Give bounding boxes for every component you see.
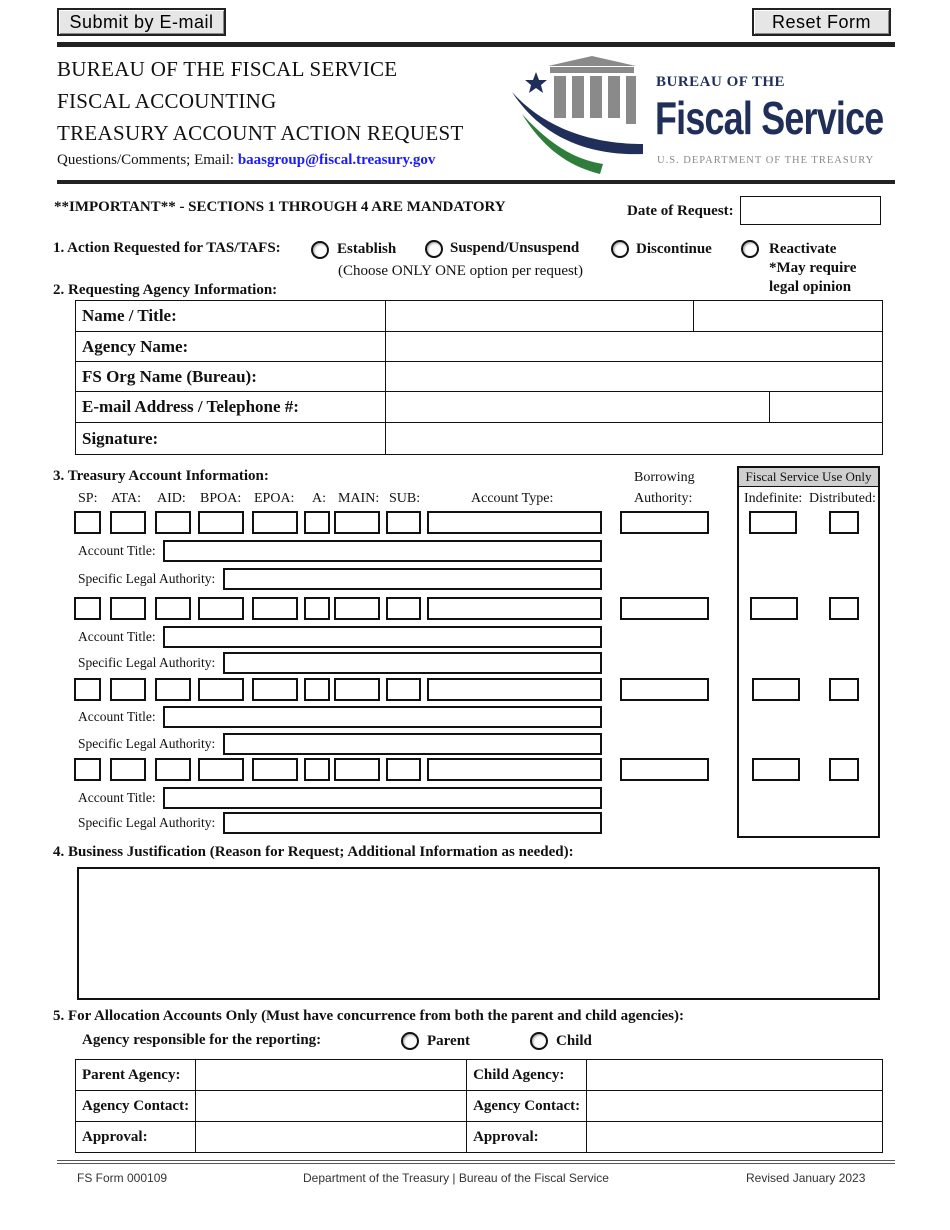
ata-input[interactable] bbox=[110, 597, 146, 620]
submit-by-email-button[interactable]: Submit by E-mail bbox=[57, 8, 226, 36]
child-contact-label: Agency Contact: bbox=[467, 1091, 587, 1122]
contact-label: Questions/Comments; Email: bbox=[57, 152, 235, 168]
fiscal-service-emblem bbox=[508, 52, 653, 174]
reset-form-button[interactable]: Reset Form bbox=[752, 8, 891, 36]
legal-authority-label: Specific Legal Authority: bbox=[78, 655, 216, 670]
child-radio[interactable] bbox=[530, 1032, 548, 1050]
header-top-rule bbox=[57, 42, 895, 47]
agency-info-table bbox=[75, 300, 883, 455]
form-number: FS Form 000109 bbox=[77, 1171, 168, 1185]
business-justification-textarea[interactable] bbox=[77, 867, 880, 1000]
borrowing-label-line1: Borrowing bbox=[634, 470, 695, 485]
sub-input[interactable] bbox=[386, 597, 421, 620]
name-input[interactable] bbox=[386, 301, 694, 332]
name-title-label: Name / Title: bbox=[76, 301, 386, 332]
main-input[interactable] bbox=[334, 678, 380, 701]
logo-top-text: BUREAU OF THE bbox=[656, 74, 786, 90]
reactivate-note-line2: legal opinion bbox=[769, 279, 852, 295]
important-notice: **IMPORTANT** - SECTIONS 1 THROUGH 4 ARE MANDATORY bbox=[54, 199, 506, 215]
distributed-label: Distributed: bbox=[809, 491, 876, 506]
reactivate-label: Reactivate bbox=[769, 241, 837, 257]
fs-org-name-input[interactable] bbox=[386, 362, 883, 392]
allocation-table bbox=[75, 1059, 883, 1153]
col-epoa: EPOA: bbox=[254, 491, 295, 506]
main-input[interactable] bbox=[334, 511, 380, 534]
col-a: A: bbox=[312, 491, 326, 506]
parent-radio[interactable] bbox=[401, 1032, 419, 1050]
parent-contact-label: Agency Contact: bbox=[76, 1091, 196, 1122]
reactivate-radio[interactable] bbox=[741, 240, 759, 258]
bpoa-input[interactable] bbox=[198, 758, 244, 781]
borrowing-authority-input[interactable] bbox=[620, 758, 709, 781]
parent-agency-label: Parent Agency: bbox=[76, 1060, 196, 1091]
bpoa-input[interactable] bbox=[198, 678, 244, 701]
logo-sub-text: U.S. DEPARTMENT OF THE TREASURY bbox=[657, 155, 875, 166]
logo-main-text: Fiscal Service bbox=[655, 92, 884, 144]
borrowing-authority-input[interactable] bbox=[620, 511, 709, 534]
distributed-input[interactable] bbox=[829, 678, 859, 701]
discontinue-radio[interactable] bbox=[611, 240, 629, 258]
signature-label: Signature: bbox=[76, 423, 386, 455]
aid-input[interactable] bbox=[155, 597, 191, 620]
table-row bbox=[76, 301, 883, 332]
a-input[interactable] bbox=[304, 758, 330, 781]
section4-label: 4. Business Justification (Reason for Request; Additional Information as needed): bbox=[53, 844, 574, 860]
legal-authority-input[interactable] bbox=[223, 812, 602, 834]
sp-input[interactable] bbox=[74, 597, 101, 620]
section5-label: 5. For Allocation Accounts Only (Must have concurrence from both the parent and child agencies): bbox=[53, 1008, 684, 1024]
page-title: TREASURY ACCOUNT ACTION REQUEST bbox=[57, 121, 464, 145]
sp-input[interactable] bbox=[74, 758, 101, 781]
indefinite-input[interactable] bbox=[750, 597, 798, 620]
account-type-input[interactable] bbox=[427, 758, 602, 781]
account-title-label: Account Title: bbox=[78, 543, 156, 558]
child-approval-label: Approval: bbox=[467, 1122, 587, 1153]
contact-email-link[interactable]: baasgroup@fiscal.treasury.gov bbox=[237, 152, 436, 168]
section1-label: 1. Action Requested for TAS/TAFS: bbox=[53, 240, 281, 256]
table-row bbox=[76, 1091, 883, 1122]
legal-authority-label: Specific Legal Authority: bbox=[78, 736, 216, 751]
indefinite-input[interactable] bbox=[752, 758, 800, 781]
account-title-input[interactable] bbox=[163, 787, 602, 809]
col-sub: SUB: bbox=[389, 491, 421, 506]
distributed-input[interactable] bbox=[829, 511, 859, 534]
table-row bbox=[76, 362, 883, 392]
ata-input[interactable] bbox=[110, 678, 146, 701]
borrowing-authority-input[interactable] bbox=[620, 678, 709, 701]
parent-contact-input[interactable] bbox=[196, 1091, 467, 1122]
ata-input[interactable] bbox=[110, 758, 146, 781]
sp-input[interactable] bbox=[74, 678, 101, 701]
parent-label: Parent bbox=[427, 1033, 471, 1049]
parent-agency-input[interactable] bbox=[196, 1060, 467, 1091]
signature-input[interactable] bbox=[386, 423, 883, 455]
table-row bbox=[76, 392, 883, 423]
account-title-input[interactable] bbox=[163, 706, 602, 728]
col-ata: ATA: bbox=[111, 491, 141, 506]
aid-input[interactable] bbox=[155, 511, 191, 534]
col-sp: SP: bbox=[78, 491, 98, 506]
sub-input[interactable] bbox=[386, 678, 421, 701]
col-aid: AID: bbox=[157, 491, 186, 506]
account-title-label: Account Title: bbox=[78, 790, 156, 805]
distributed-input[interactable] bbox=[829, 597, 859, 620]
footer-department: Department of the Treasury | Bureau of the Fiscal Service bbox=[303, 1171, 609, 1185]
aid-input[interactable] bbox=[155, 678, 191, 701]
child-label: Child bbox=[556, 1033, 592, 1049]
table-row bbox=[76, 423, 883, 455]
section3-label: 3. Treasury Account Information: bbox=[53, 468, 269, 484]
header-line-fiscal-accounting: FISCAL ACCOUNTING bbox=[57, 89, 277, 113]
account-type-input[interactable] bbox=[427, 678, 602, 701]
a-input[interactable] bbox=[304, 678, 330, 701]
indefinite-label: Indefinite: bbox=[744, 491, 803, 506]
date-of-request-input[interactable] bbox=[740, 196, 881, 225]
revision-date: Revised January 2023 bbox=[746, 1171, 866, 1185]
borrowing-authority-input[interactable] bbox=[620, 597, 709, 620]
account-title-label: Account Title: bbox=[78, 709, 156, 724]
legal-authority-label: Specific Legal Authority: bbox=[78, 815, 216, 830]
reactivate-note-line1: *May require bbox=[769, 260, 857, 276]
child-contact-input[interactable] bbox=[587, 1091, 883, 1122]
epoa-input[interactable] bbox=[252, 597, 298, 620]
distributed-input[interactable] bbox=[829, 758, 859, 781]
table-row bbox=[76, 1060, 883, 1091]
legal-authority-input[interactable] bbox=[223, 733, 602, 755]
sub-input[interactable] bbox=[386, 758, 421, 781]
account-type-input[interactable] bbox=[427, 511, 602, 534]
main-input[interactable] bbox=[334, 758, 380, 781]
sub-input[interactable] bbox=[386, 511, 421, 534]
header-line-bureau: BUREAU OF THE FISCAL SERVICE bbox=[57, 57, 398, 81]
date-of-request-label: Date of Request: bbox=[627, 203, 734, 219]
one-option-note: (Choose ONLY ONE option per request) bbox=[338, 263, 583, 279]
email-telephone-label: E-mail Address / Telephone #: bbox=[76, 392, 386, 423]
account-title-input[interactable] bbox=[163, 626, 602, 648]
section2-label: 2. Requesting Agency Information: bbox=[53, 282, 278, 298]
legal-authority-input[interactable] bbox=[223, 652, 602, 674]
telephone-input[interactable] bbox=[770, 392, 882, 422]
suspend-unsuspend-label: Suspend/Unsuspend bbox=[450, 240, 580, 256]
col-bpoa: BPOA: bbox=[200, 491, 242, 506]
child-agency-label: Child Agency: bbox=[467, 1060, 587, 1091]
bpoa-input[interactable] bbox=[198, 511, 244, 534]
table-row bbox=[76, 1122, 883, 1153]
epoa-input[interactable] bbox=[252, 678, 298, 701]
epoa-input[interactable] bbox=[252, 758, 298, 781]
borrowing-label-line2: Authority: bbox=[634, 491, 693, 506]
parent-approval-input[interactable] bbox=[196, 1122, 467, 1153]
parent-approval-label: Approval: bbox=[76, 1122, 196, 1153]
legal-authority-input[interactable] bbox=[223, 568, 602, 590]
header-bottom-rule bbox=[57, 180, 895, 184]
account-title-label: Account Title: bbox=[78, 629, 156, 644]
col-main: MAIN: bbox=[338, 491, 380, 506]
agency-name-label: Agency Name: bbox=[76, 332, 386, 362]
indefinite-input[interactable] bbox=[749, 511, 797, 534]
contact-line bbox=[57, 152, 435, 169]
suspend-unsuspend-radio[interactable] bbox=[425, 240, 443, 258]
discontinue-label: Discontinue bbox=[636, 241, 712, 257]
title-input[interactable] bbox=[694, 301, 883, 332]
epoa-input[interactable] bbox=[252, 511, 298, 534]
table-row bbox=[76, 332, 883, 362]
child-agency-input[interactable] bbox=[587, 1060, 883, 1091]
agency-name-input[interactable] bbox=[386, 332, 883, 362]
fs-org-name-label: FS Org Name (Bureau): bbox=[76, 362, 386, 392]
email-telephone-cell bbox=[386, 392, 883, 423]
bpoa-input[interactable] bbox=[198, 597, 244, 620]
fiscal-service-use-header: Fiscal Service Use Only bbox=[739, 468, 878, 487]
child-approval-input[interactable] bbox=[587, 1122, 883, 1153]
legal-authority-label: Specific Legal Authority: bbox=[78, 571, 216, 586]
a-input[interactable] bbox=[304, 511, 330, 534]
a-input[interactable] bbox=[304, 597, 330, 620]
sp-input[interactable] bbox=[74, 511, 101, 534]
footer-rule bbox=[57, 1160, 895, 1164]
aid-input[interactable] bbox=[155, 758, 191, 781]
reporting-agency-label: Agency responsible for the reporting: bbox=[82, 1032, 322, 1048]
establish-radio[interactable] bbox=[311, 241, 329, 259]
account-type-input[interactable] bbox=[427, 597, 602, 620]
main-input[interactable] bbox=[334, 597, 380, 620]
account-title-input[interactable] bbox=[163, 540, 602, 562]
indefinite-input[interactable] bbox=[752, 678, 800, 701]
ata-input[interactable] bbox=[110, 511, 146, 534]
col-account-type: Account Type: bbox=[471, 491, 554, 506]
email-input[interactable] bbox=[386, 392, 770, 422]
establish-label: Establish bbox=[337, 241, 397, 257]
